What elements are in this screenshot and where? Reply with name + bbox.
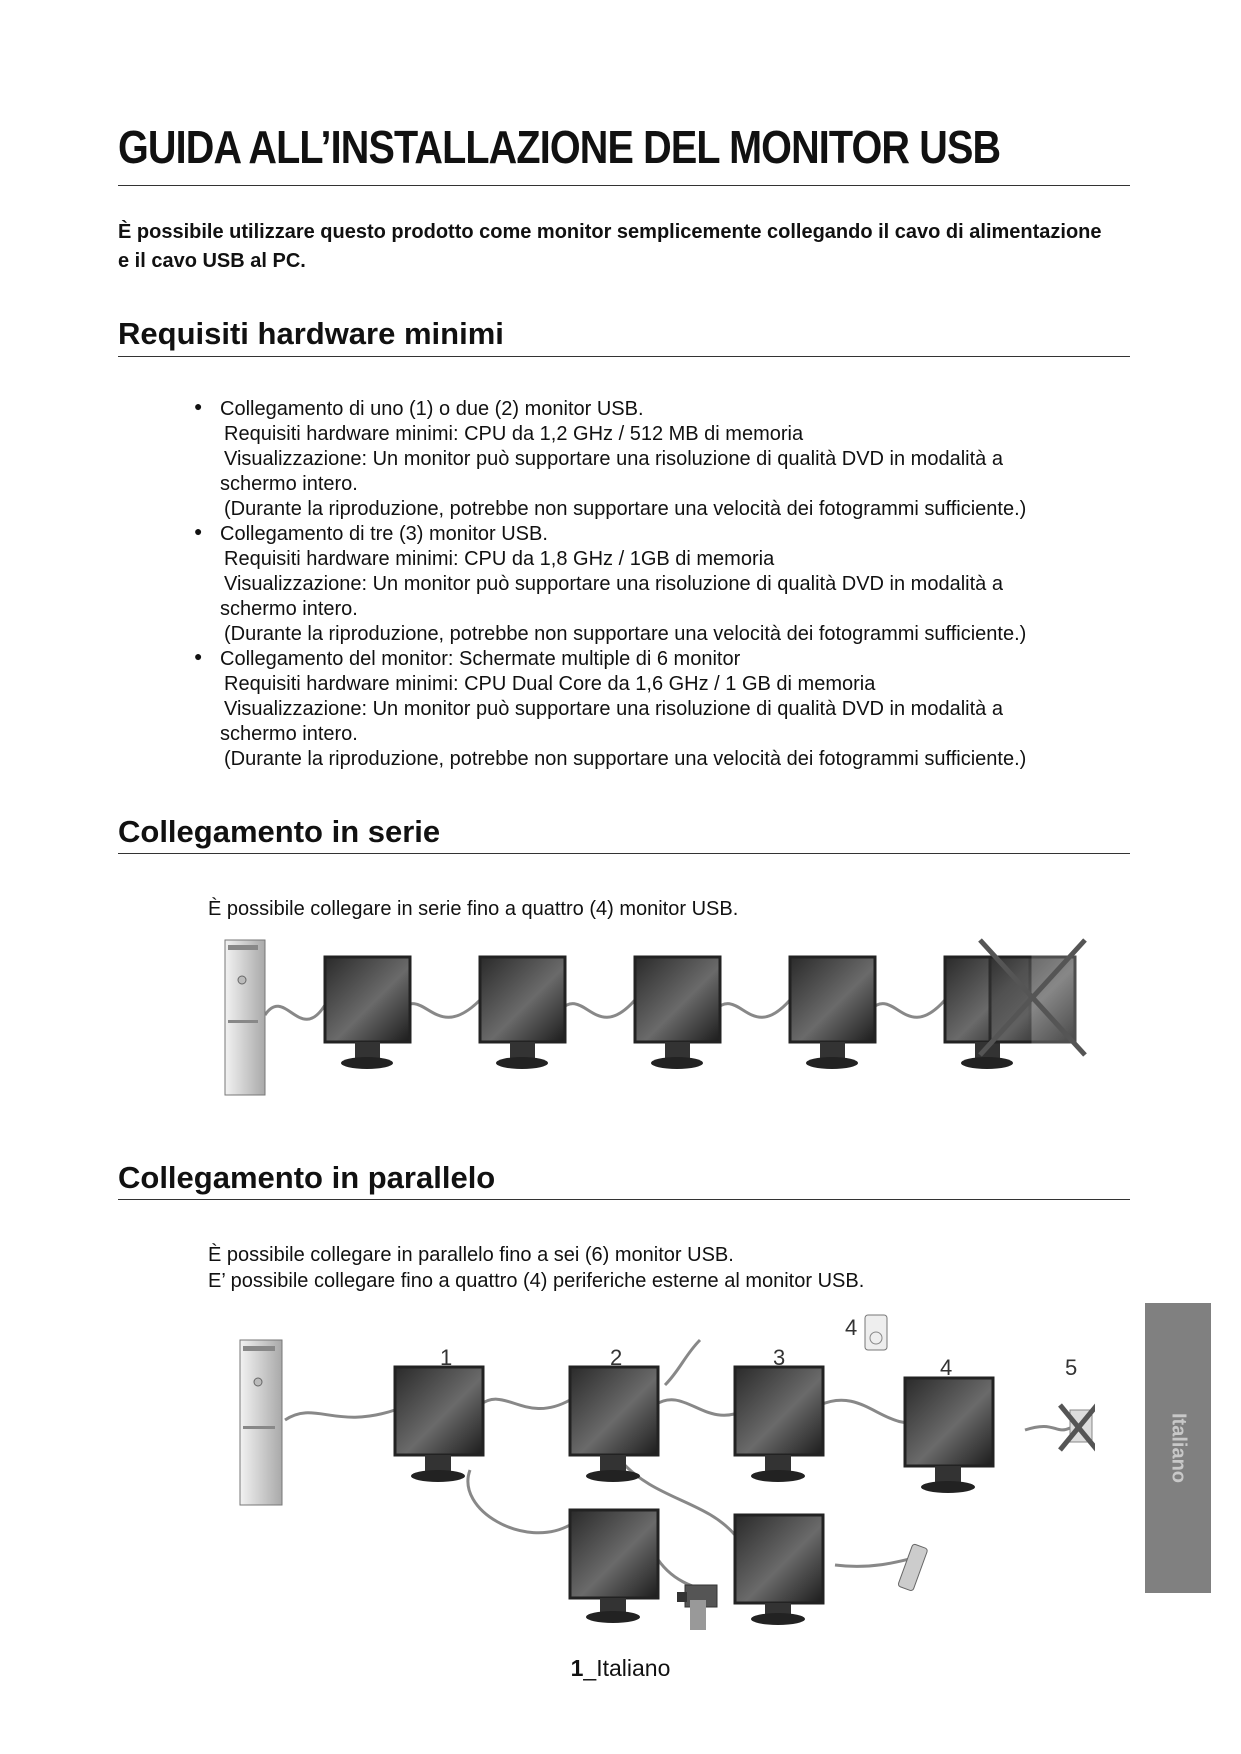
side-tab-label: Italiano [1167,1412,1190,1484]
parallel-rule [118,1199,1130,1200]
requirement-main: Collegamento del monitor: Schermate multiple di 6 monitor [220,648,741,670]
bullet-icon: ● [194,398,203,414]
requirement-display: Visualizzazione: Un monitor può supportare una risoluzione di qualità DVD in modalità a [224,573,1003,595]
requirements-rule [118,356,1130,357]
page-footer [0,1655,1241,1682]
requirement-display: Visualizzazione: Un monitor può supportare una risoluzione di qualità DVD in modalità a [224,698,1003,720]
bullet-icon: ● [194,523,203,539]
requirement-item [194,647,1132,772]
monitor-icon [635,957,720,1069]
requirement-note: (Durante la riproduzione, potrebbe non supportare una velocità dei fotogrammi sufficiente.) [224,748,1027,770]
requirement-hardware: Requisiti hardware minimi: CPU Dual Core da 1,6 GHz / 1 GB di memoria [224,673,876,695]
requirement-item [194,522,1132,647]
monitor-icon [480,957,565,1069]
monitor-icon [570,1510,658,1623]
requirement-hardware: Requisiti hardware minimi: CPU da 1,2 GHz / 512 MB di memoria [224,423,804,445]
pc-tower-icon [240,1340,282,1505]
camcorder-icon [677,1585,717,1630]
title-rule [118,185,1130,186]
device-label: 4 [845,1315,858,1340]
series-text: È possibile collegare in serie fino a quattro (4) monitor USB. [208,898,739,920]
requirement-note: (Durante la riproduzione, potrebbe non supportare una velocità dei fotogrammi sufficiente.) [224,623,1027,645]
crossed-device-icon [1060,1405,1095,1450]
monitor-label: 3 [773,1345,786,1370]
parallel-text-1: È possibile collegare in parallelo fino a sei (6) monitor USB. [208,1244,734,1266]
page-title: GUIDA ALL’INSTALLAZIONE DEL MONITOR USB [118,121,1001,173]
requirements-list [194,397,1132,772]
monitor-icon [395,1367,483,1482]
parallel-text-2: E’ possibile collegare fino a quattro (4) periferiche esterne al monitor USB. [208,1270,865,1292]
monitor-icon [735,1367,823,1482]
monitor-icon [325,957,410,1069]
monitor-label: 4 [940,1355,953,1380]
requirement-item [194,397,1132,522]
mp3-player-icon [865,1315,887,1350]
series-rule [118,853,1130,854]
series-diagram [210,935,1110,1100]
language-side-tab [1145,1303,1211,1593]
monitor-label: 2 [610,1345,623,1370]
requirement-hardware: Requisiti hardware minimi: CPU da 1,8 GHz / 1GB di memoria [224,548,775,570]
requirement-display: Visualizzazione: Un monitor può supportare una risoluzione di qualità DVD in modalità a [224,448,1003,470]
requirement-display-cont: schermo intero. [220,598,358,620]
parallel-diagram [225,1310,1095,1635]
crossed-monitor-icon [980,940,1085,1055]
bullet-icon: ● [194,648,203,664]
requirements-heading: Requisiti hardware minimi [118,316,504,351]
phone-icon [898,1544,928,1592]
requirement-main: Collegamento di uno (1) o due (2) monitor USB. [220,398,644,420]
monitor-icon [570,1367,658,1482]
footer-label: _Italiano [583,1655,671,1681]
pc-tower-icon [225,940,265,1095]
requirement-note: (Durante la riproduzione, potrebbe non supportare una velocità dei fotogrammi sufficiente.) [224,498,1027,520]
monitor-icon [905,1378,993,1493]
page-number: 1 [570,1655,584,1681]
requirement-display-cont: schermo intero. [220,723,358,745]
monitor-label: 1 [440,1345,453,1370]
requirement-main: Collegamento di tre (3) monitor USB. [220,523,548,545]
monitor-label: 5 [1065,1355,1078,1380]
requirement-display-cont: schermo intero. [220,473,358,495]
series-heading: Collegamento in serie [118,814,441,849]
monitor-icon [790,957,875,1069]
monitor-icon [735,1515,823,1625]
intro-text: È possibile utilizzare questo prodotto come monitor semplicemente collegando il cavo di alimentazione e il cavo USB al PC. [118,221,1102,272]
parallel-heading: Collegamento in parallelo [118,1160,496,1195]
